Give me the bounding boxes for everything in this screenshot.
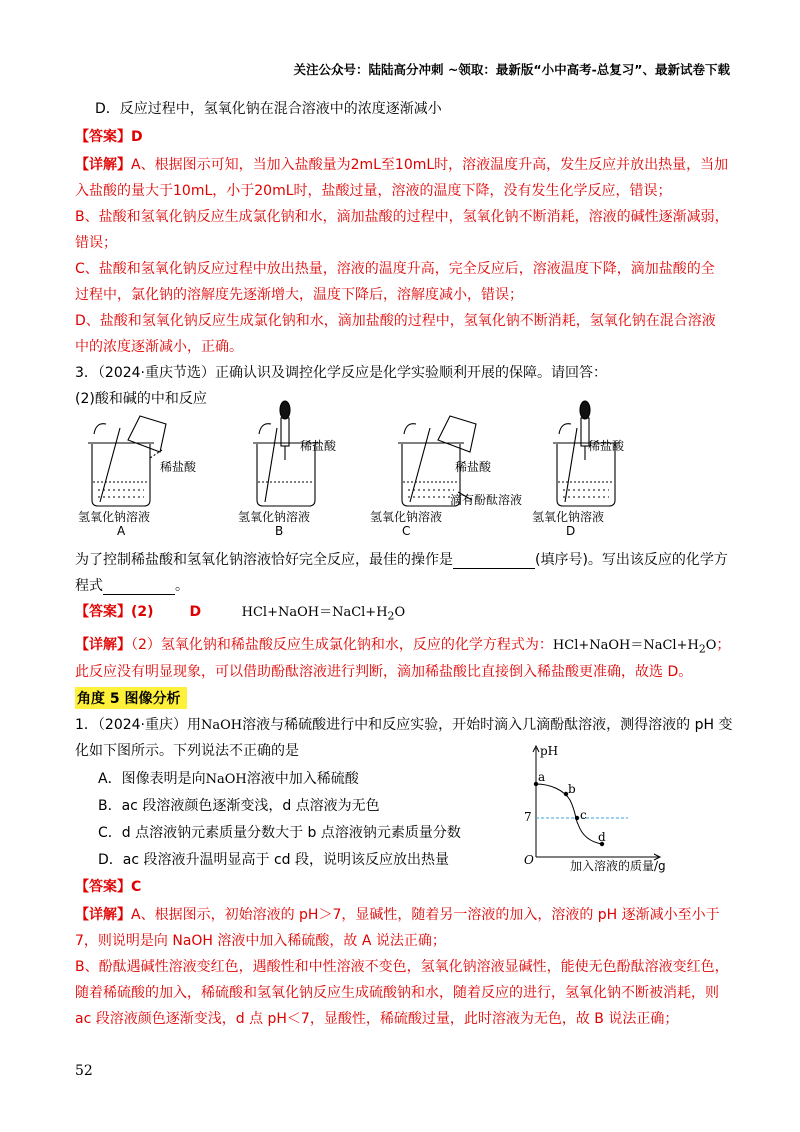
q1-detail-line: 随着稀硫酸的加入，稀硫酸和氢氧化钠反应生成硫酸钠和水，随着反应的进行，氢氧化钠不断被消耗，则: [75, 985, 719, 1001]
ph-graph: [520, 742, 670, 862]
q2-answer: 【答案】D: [75, 129, 143, 145]
q1-detail-line: 7，则说明是向 NaOH 溶液中加入稀硫酸，故 A 说法正确；: [75, 933, 446, 949]
answer-blank: [103, 580, 175, 595]
graph-point-c: c: [580, 808, 587, 822]
figure-b-caption: 氢氧化钠溶液: [238, 510, 311, 524]
q1-detail-line: 【详解】A、根据图示，初始溶液的 pH＞7，显碱性，随着另一溶液的加入，溶液的 pH 逐渐减小至小于: [75, 907, 720, 923]
graph-point-b: b: [568, 782, 576, 796]
q1-option-c: C．d 点溶液钠元素质量分数大于 b 点溶液钠元素质量分数: [98, 825, 461, 841]
q2-detail-line: 错误；: [75, 235, 117, 251]
q1-stem: 1．（2024·重庆）用NaOH溶液与稀硫酸进行中和反应实验，开始时滴入几滴酚酞溶液，测得溶液的 pH 变: [75, 717, 733, 733]
q1-answer: 【答案】C: [75, 879, 142, 895]
page-number: 52: [75, 1063, 93, 1079]
beaker-a: [88, 416, 166, 506]
q1-detail-line: B、酚酞遇碱性溶液变红色，遇酸性和中性溶液不变色，氢氧化钠溶液显碱性，能使无色酚酞溶液变红色，: [75, 959, 729, 975]
graph-tick-7: 7: [524, 810, 532, 824]
answer-blank: [453, 554, 535, 569]
q1-option-d: D．ac 段溶液升温明显高于 cd 段，说明该反应放出热量: [98, 852, 449, 868]
q3-sub: (2)酸和碱的中和反应: [75, 391, 207, 407]
q1-stem-line2: 化如下图所示。下列说法不正确的是: [75, 743, 299, 759]
graph-point-a: a: [538, 770, 546, 784]
figure-c-caption: 氢氧化钠溶液: [370, 510, 443, 524]
q2-detail-line: B、盐酸和氢氧化钠反应生成氯化钠和水，滴加盐酸的过程中，氢氧化钠不断消耗，溶液的碱性逐渐减弱，: [75, 209, 729, 225]
figure-d-letter: D: [566, 524, 576, 538]
figure-d-caption: 氢氧化钠溶液: [532, 510, 605, 524]
q2-detail-line: C、盐酸和氢氧化钠反应过程中放出热量，溶液的温度升高，完全反应后，溶液温度下降，滴加盐酸的全: [75, 261, 715, 277]
q2-detail-line: 过程中，氯化钠的溶解度先逐渐增大，温度下降后，溶解度减小，错误；: [75, 287, 523, 303]
q1-option-b: B．ac 段溶液颜色逐渐变浅，d 点溶液为无色: [98, 798, 380, 814]
q3-detail-line: 【详解】（2）氢氧化钠和稀盐酸反应生成氯化钠和水，反应的化学方程式为：$HCl+NaOH=NaCl+H_2O$；: [75, 637, 731, 656]
q2-detail-line: 中的浓度逐渐减小，正确。: [75, 339, 243, 355]
q1-option-a: A．图像表明是向NaOH溶液中加入稀硫酸: [98, 771, 359, 787]
q3-answer: 【答案】(2) D $HCl+NaOH=NaCl+H_2O$: [75, 604, 406, 623]
q3-question-line: 为了控制稀盐酸和氢氧化钠溶液恰好完全反应，最佳的操作是 (填序号)。写出该反应的化学方: [75, 552, 728, 568]
figure-b-reagent: 稀盐酸: [300, 439, 337, 453]
q2-detail-line: 【详解】A、根据图示可知，当加入盐酸量为2mL至10mL时，溶液温度升高，发生反应并放出热量，当加: [75, 157, 729, 173]
graph-point-d: d: [598, 830, 606, 844]
figure-c-letter: C: [402, 524, 411, 538]
figure-a-caption: 氢氧化钠溶液: [78, 510, 151, 524]
graph-origin: O: [524, 853, 534, 867]
figure-b-letter: B: [275, 524, 284, 538]
q3-question-line: 程式 。: [75, 578, 189, 594]
q2-detail-line: D、盐酸和氢氧化钠反应生成氯化钠和水，滴加盐酸的过程中，氢氧化钠不断消耗，氢氧化钠在混合溶液: [75, 313, 716, 329]
graph-x-label: 加入溶液的质量/g: [570, 859, 666, 873]
q3-detail-line: 此反应没有明显现象，可以借助酚酞溶液进行判断，滴加稀盐酸比直接倒入稀盐酸更准确，故选 D。: [75, 664, 693, 680]
figure-a-letter: A: [117, 524, 126, 538]
figure-a-reagent: 稀盐酸: [160, 460, 197, 474]
page-header: 关注公众号：陆陆高分冲刺 ~领取：最新版“小中高考-总复习”、最新试卷下载: [293, 62, 730, 77]
q2-detail-line: 入盐酸的量大于10mL，小于20mL时，盐酸过量，溶液的温度下降，没有发生化学反应，错误；: [75, 183, 672, 199]
graph-y-label: pH: [540, 744, 559, 758]
figure-d-reagent: 稀盐酸: [588, 439, 625, 453]
q1-detail-line: ac 段溶液颜色逐渐变浅，d 点 pH＜7，显酸性，稀硫酸过量，此时溶液为无色，故 B 说法正确；: [75, 1011, 679, 1027]
figure-c-note: 滴有酚酞溶液: [450, 493, 523, 507]
q3-stem: 3．（2024·重庆节选）正确认识及调控化学反应是化学实验顺利开展的保障。请回答：: [75, 365, 607, 381]
figure-c-reagent: 稀盐酸: [455, 460, 492, 474]
section-heading: 角度 5 图像分析: [75, 687, 187, 709]
option-d: D．反应过程中，氢氧化钠在混合溶液中的浓度逐渐减小: [95, 101, 442, 117]
